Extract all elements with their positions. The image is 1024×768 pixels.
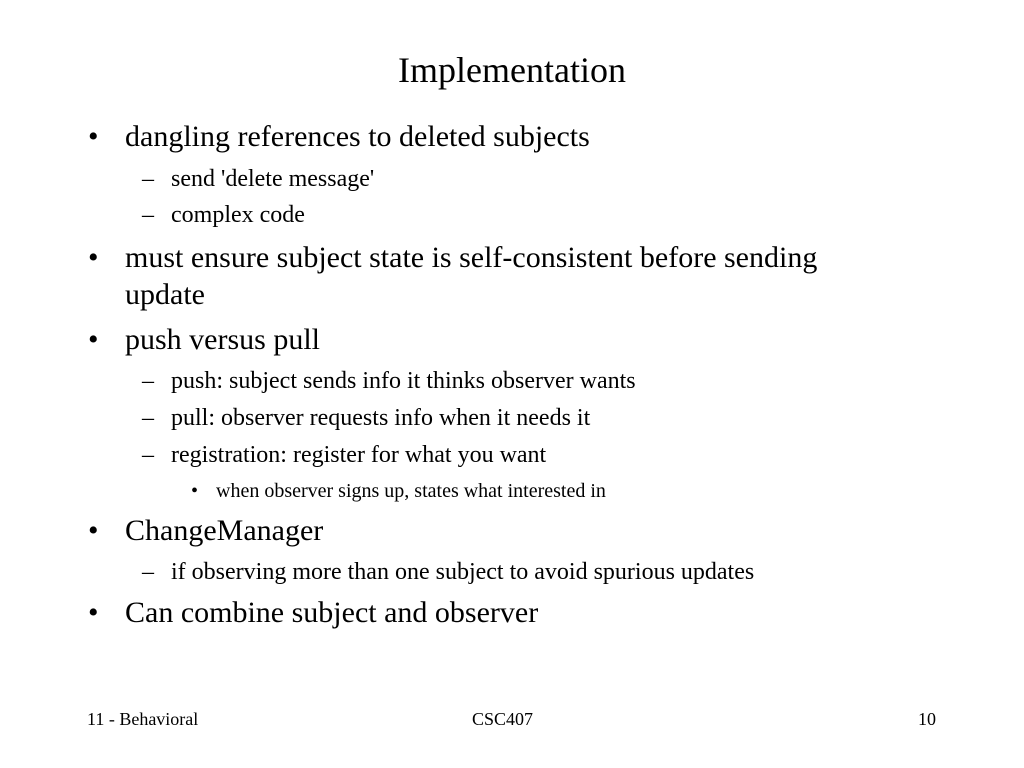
slide-title: Implementation — [398, 50, 626, 90]
bullet-marker: • — [88, 596, 99, 629]
dash-marker: – — [142, 442, 154, 468]
footer-section-label: 11 - Behavioral — [87, 709, 199, 729]
bullet-text: push versus pull — [125, 323, 320, 356]
bullet-marker: • — [88, 241, 99, 274]
sub-bullet-text: push: subject sends info it thinks observer wants — [171, 368, 636, 394]
sub-sub-bullet-text: when observer signs up, states what interested in — [216, 480, 606, 502]
footer-course-label: CSC407 — [472, 709, 534, 729]
sub-bullet-text: if observing more than one subject to avoid spurious updates — [171, 559, 755, 585]
bullet-marker: • — [88, 514, 99, 547]
dash-marker: – — [142, 166, 154, 192]
bullet-marker: • — [88, 120, 99, 153]
bullet-text: ChangeManager — [125, 514, 324, 547]
bullet-marker: • — [191, 480, 199, 502]
bullet-text: dangling references to deleted subjects — [125, 120, 590, 153]
bullet-marker: • — [88, 323, 99, 356]
sub-bullet-text: pull: observer requests info when it needs it — [171, 405, 591, 431]
bullet-text: Can combine subject and observer — [125, 596, 539, 629]
sub-bullet-text: complex code — [171, 202, 305, 228]
bullet-text: must ensure subject state is self-consistent before sending — [125, 241, 818, 274]
dash-marker: – — [142, 405, 154, 431]
dash-marker: – — [142, 368, 154, 394]
dash-marker: – — [142, 559, 154, 585]
bullet-text-continued: update — [125, 278, 205, 311]
dash-marker: – — [142, 202, 154, 228]
sub-bullet-text: registration: register for what you want — [171, 442, 547, 468]
footer-page-number: 10 — [918, 709, 936, 729]
sub-bullet-text: send 'delete message' — [171, 166, 375, 192]
